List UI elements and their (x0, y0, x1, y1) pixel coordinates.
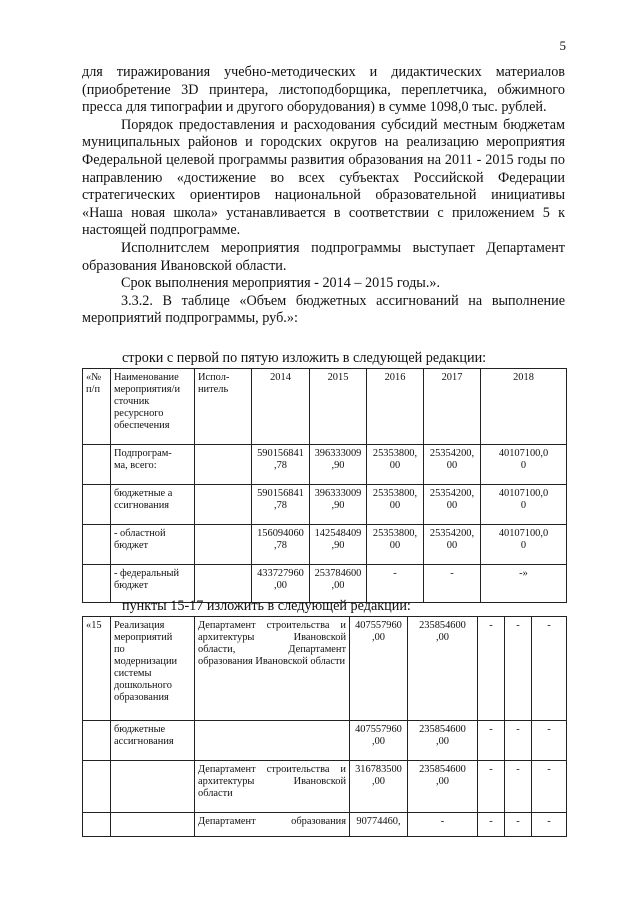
table-row (83, 565, 567, 603)
table-cell (195, 721, 350, 761)
paragraph: Порядок предоставления и расходования субсидий местным бюджетам муниципальных районов и городских округов на реализацию мероприятия Федеральной целевой программы развития образования на 2011 - 2015 годы по направлению «достижение во всех субъектах Российской Федерации стратегических ориентиров национальной образовательной инициативы «Наша новая школа» устанавливается в соответствии с приложением 5 к настоящей подпрограмме. (82, 116, 565, 239)
table-cell (111, 761, 195, 813)
table-cell: - (532, 617, 567, 721)
table-cell: 433727960 ,00 (252, 565, 310, 603)
table-cell: 156094060 ,78 (252, 525, 310, 565)
header-cell: Испол- нитель (195, 369, 252, 445)
table-cell: 235854600 ,00 (408, 761, 478, 813)
table-cell: 40107100,0 0 (481, 525, 567, 565)
table-cell: - (424, 565, 481, 603)
paragraph: Исполнитслем мероприятия подпрограммы выступает Департамент образования Ивановской области. (82, 239, 565, 274)
table-cell: - (478, 813, 505, 837)
table-cell: - федеральный бюджет (111, 565, 195, 603)
table-cell (111, 813, 195, 837)
page-number: 5 (559, 38, 566, 53)
table-cell: - (478, 721, 505, 761)
table-cell: Подпрограм- ма, всего: (111, 445, 195, 485)
paragraph: Срок выполнения мероприятия - 2014 – 2015 годы.». (121, 275, 441, 292)
table-cell (83, 525, 111, 565)
header-cell: 2018 (481, 369, 567, 445)
header-cell: 2016 (367, 369, 424, 445)
table-cell: 25354200, 00 (424, 445, 481, 485)
table-cell: - (505, 813, 532, 837)
table-cell: - (505, 617, 532, 721)
table-cell: 407557960 ,00 (350, 617, 408, 721)
table-cell: - (532, 721, 567, 761)
table-cell: 235854600 ,00 (408, 617, 478, 721)
table-row (83, 445, 567, 485)
header-cell: 2015 (310, 369, 367, 445)
table-row (83, 761, 567, 813)
table-cell: 40107100,0 0 (481, 485, 567, 525)
table-cell: Реализация мероприятий по модернизации системы дошкольного образования (111, 617, 195, 721)
table-cell: Департамент строительства и архитектуры Ивановской области, Департамент образования Ивановской области (195, 617, 350, 721)
table-cell: - (505, 721, 532, 761)
table-cell: бюджетные а ссигнования (111, 485, 195, 525)
table-cell: 407557960 ,00 (350, 721, 408, 761)
table-cell: 396333009 ,90 (310, 445, 367, 485)
table-cell: - (408, 813, 478, 837)
table-header-row (83, 369, 567, 445)
table-cell: 25354200, 00 (424, 525, 481, 565)
table-cell: 590156841 ,78 (252, 445, 310, 485)
table-row (83, 617, 567, 721)
table-row (83, 485, 567, 525)
table-cell: 40107100,0 0 (481, 445, 567, 485)
table-cell: Департамент образования (195, 813, 350, 837)
table-cell: 90774460, (350, 813, 408, 837)
table-cell: - (532, 761, 567, 813)
table-cell (195, 445, 252, 485)
body-text (82, 64, 565, 328)
table-cell (83, 761, 111, 813)
table-cell: 396333009 ,90 (310, 485, 367, 525)
header-cell: Наименование мероприятия/и сточник ресурсного обеспечения (111, 369, 195, 445)
measures-table (82, 616, 567, 837)
table-cell: - (505, 761, 532, 813)
table-cell: 25354200, 00 (424, 485, 481, 525)
table-cell: 590156841 ,78 (252, 485, 310, 525)
table-row (83, 721, 567, 761)
table-cell: 25353800, 00 (367, 485, 424, 525)
table-cell: бюджетные ассигнования (111, 721, 195, 761)
table-cell: Департамент строительства и архитектуры Ивановской области (195, 761, 350, 813)
table-cell (83, 445, 111, 485)
table-cell (83, 485, 111, 525)
table-cell: 25353800, 00 (367, 445, 424, 485)
budget-table (82, 368, 567, 603)
table-cell (83, 721, 111, 761)
table-cell: -» (481, 565, 567, 603)
table-cell (195, 565, 252, 603)
header-cell: 2017 (424, 369, 481, 445)
table-cell: 316783500 ,00 (350, 761, 408, 813)
table-cell: - (532, 813, 567, 837)
table-cell: «15 (83, 617, 111, 721)
table-cell: - областной бюджет (111, 525, 195, 565)
table-cell (83, 813, 111, 837)
table2-intro: пункты 15-17 изложить в следующей редакции: (122, 598, 411, 614)
table-cell: 142548409 ,90 (310, 525, 367, 565)
paragraph: 3.3.2. В таблице «Объем бюджетных ассигнований на выполнение мероприятий подпрограммы, руб.»: (82, 292, 565, 327)
header-cell: «№ п/п (83, 369, 111, 445)
header-cell: 2014 (252, 369, 310, 445)
table-cell: 253784600 ,00 (310, 565, 367, 603)
table-cell (195, 525, 252, 565)
paragraph: для тиражирования учебно-методических и дидактических материалов (приобретение 3D принтера, листоподборщика, переплетчика, обжимного пресса для типографии и другого оборудования) в сумме 1098,0 тыс. рублей. (82, 64, 565, 116)
table-cell: 25353800, 00 (367, 525, 424, 565)
table-row (83, 813, 567, 837)
table-cell (83, 565, 111, 603)
table-cell (195, 485, 252, 525)
table-cell: - (478, 617, 505, 721)
table-cell: 235854600 ,00 (408, 721, 478, 761)
table-cell: - (478, 761, 505, 813)
table-cell: - (367, 565, 424, 603)
table-row (83, 525, 567, 565)
table1-intro: строки с первой по пятую изложить в следующей редакции: (122, 350, 487, 366)
